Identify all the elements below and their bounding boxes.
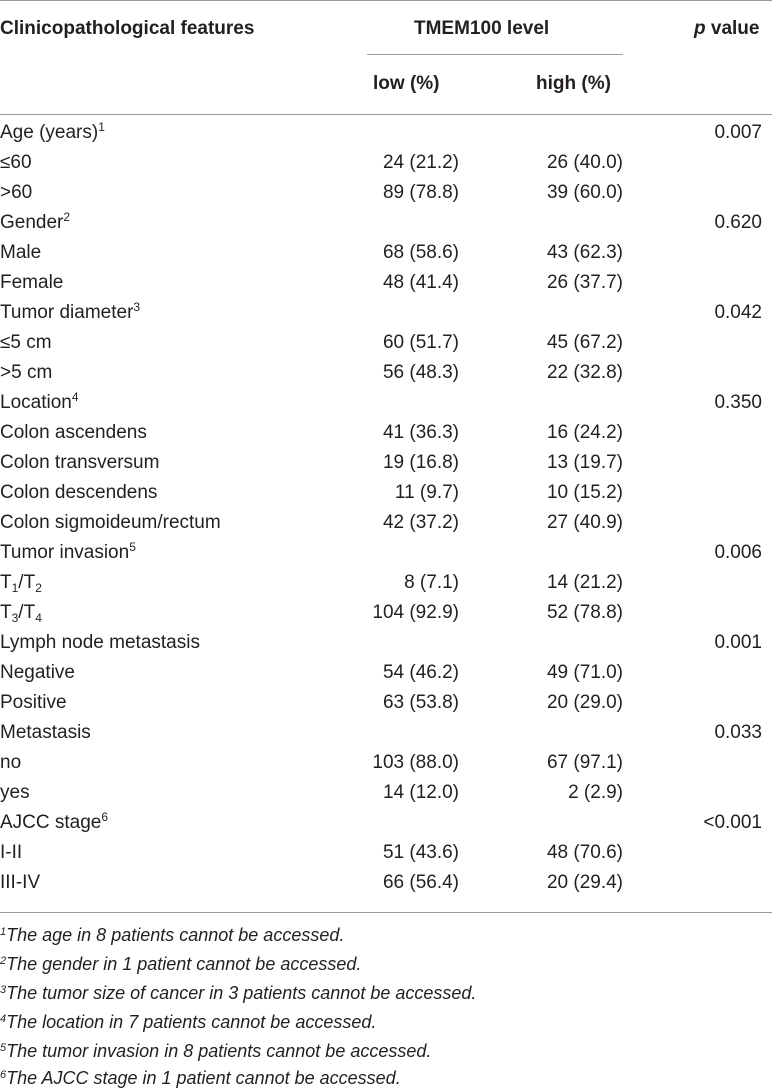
- footnote-number: 1: [0, 926, 7, 938]
- row-label-text: T: [0, 572, 12, 593]
- cell-high: 43 (62.3): [546, 242, 623, 263]
- row-label-text: no: [0, 752, 22, 773]
- cell-low: 11 (9.7): [394, 482, 459, 503]
- cell-low: 41 (36.3): [382, 422, 459, 443]
- table-row: [0, 508, 772, 538]
- row-label: [0, 118, 105, 148]
- table-row: [0, 418, 772, 448]
- footnote-text: The location in 7 patients cannot be accessed.: [6, 1012, 377, 1032]
- cell-low: 89 (78.8): [382, 182, 459, 203]
- table-row: [0, 838, 772, 868]
- table-row: [0, 658, 772, 688]
- table-row: [0, 178, 772, 208]
- row-label: [0, 268, 63, 298]
- cell-high: 2 (2.9): [568, 782, 623, 803]
- row-label-text: III-IV: [0, 872, 41, 893]
- cell-high: 26 (40.0): [546, 152, 623, 173]
- header-p-italic: p: [694, 18, 706, 39]
- cell-low: 14 (12.0): [382, 782, 459, 803]
- table-row: [0, 268, 772, 298]
- cell-low: 42 (37.2): [382, 512, 459, 533]
- cell-low: 24 (21.2): [382, 152, 459, 173]
- cell-high: 14 (21.2): [546, 572, 623, 593]
- row-label-mid: /T: [18, 572, 36, 593]
- cell-high: 13 (19.7): [546, 452, 623, 473]
- footnote-number: 4: [0, 1013, 7, 1025]
- footnote-text: The AJCC stage in 1 patient cannot be accessed.: [6, 1068, 401, 1088]
- row-label-text: Metastasis: [0, 722, 91, 743]
- table-row: [0, 628, 772, 658]
- row-label-text: Colon transversum: [0, 452, 160, 473]
- group-subrule: [367, 54, 623, 55]
- row-label-text: Colon ascendens: [0, 422, 147, 443]
- footnote-text: The gender in 1 patient cannot be accessed.: [6, 954, 362, 974]
- row-label: [0, 628, 200, 658]
- cell-low: 8 (7.1): [404, 572, 459, 593]
- row-label-footnote-ref: 6: [101, 810, 109, 824]
- cell-p-value: <0.001: [703, 812, 762, 833]
- cell-low: 48 (41.4): [382, 272, 459, 293]
- header-low: low (%): [373, 73, 440, 94]
- header-high: high (%): [536, 73, 611, 94]
- cell-p-value: 0.033: [714, 722, 762, 743]
- row-label-subscript: 3: [11, 611, 19, 625]
- footnote: [0, 1040, 431, 1062]
- table-row: [0, 778, 772, 808]
- row-label-text: >5 cm: [0, 362, 53, 383]
- row-label: [0, 328, 52, 358]
- row-label-subscript: 4: [35, 611, 42, 625]
- cell-low: 54 (46.2): [382, 662, 459, 683]
- header-p-value: [694, 18, 759, 40]
- table-row: [0, 118, 772, 148]
- row-label-footnote-ref: 3: [133, 300, 141, 314]
- row-label: [0, 538, 136, 568]
- row-label: [0, 448, 159, 478]
- cell-high: 52 (78.8): [546, 602, 623, 623]
- row-label-text: I-II: [0, 842, 23, 863]
- row-label-footnote-ref: 2: [63, 210, 71, 224]
- table-row: [0, 388, 772, 418]
- row-label: [0, 418, 147, 448]
- cell-high: 39 (60.0): [546, 182, 623, 203]
- row-label-subscript: 2: [35, 581, 42, 595]
- row-label-text: Colon descendens: [0, 482, 158, 503]
- row-label: [0, 568, 42, 598]
- row-label-text: Positive: [0, 692, 67, 713]
- row-label: [0, 838, 22, 868]
- header-bottom-rule: [0, 114, 772, 115]
- header-p-rest: value: [705, 18, 760, 39]
- row-label: [0, 868, 40, 898]
- row-label: [0, 238, 41, 268]
- cell-low: 56 (48.3): [382, 362, 459, 383]
- row-label: [0, 388, 79, 418]
- footnote-text: The tumor invasion in 8 patients cannot be accessed.: [6, 1041, 432, 1061]
- cell-low: 60 (51.7): [382, 332, 459, 353]
- footnote-text: The tumor size of cancer in 3 patients cannot be accessed.: [6, 983, 477, 1003]
- row-label: [0, 298, 140, 328]
- table-row: [0, 808, 772, 838]
- cell-high: 16 (24.2): [546, 422, 623, 443]
- row-label-text: Colon sigmoideum/rectum: [0, 512, 221, 533]
- row-label: [0, 718, 91, 748]
- row-label: [0, 358, 52, 388]
- row-label: [0, 688, 67, 718]
- footnote-text: The age in 8 patients cannot be accessed.: [6, 925, 345, 945]
- row-label-text: Age (years): [0, 122, 99, 143]
- cell-high: 20 (29.0): [546, 692, 623, 713]
- table-row: [0, 238, 772, 268]
- row-label: [0, 598, 42, 628]
- top-rule: [0, 0, 772, 1]
- row-label-text: Tumor diameter: [0, 302, 134, 323]
- row-label: [0, 178, 32, 208]
- cell-p-value: 0.350: [714, 392, 762, 413]
- table-row: [0, 568, 772, 598]
- table-row: [0, 868, 772, 898]
- footnote: [0, 953, 361, 975]
- table-row: [0, 298, 772, 328]
- cell-high: 27 (40.9): [546, 512, 623, 533]
- cell-high: 26 (37.7): [546, 272, 623, 293]
- cell-low: 66 (56.4): [382, 872, 459, 893]
- cell-p-value: 0.620: [714, 212, 762, 233]
- table-row: [0, 328, 772, 358]
- row-label-text: ≤5 cm: [0, 332, 52, 353]
- row-label-footnote-ref: 5: [129, 540, 136, 554]
- footnote-number: 3: [0, 984, 7, 996]
- header-tmem100-level: TMEM100 level: [414, 18, 550, 39]
- cell-low: 51 (43.6): [382, 842, 459, 863]
- row-label: [0, 508, 221, 538]
- cell-p-value: 0.001: [714, 632, 762, 653]
- row-label: [0, 808, 108, 838]
- footnote-number: 5: [0, 1042, 7, 1054]
- cell-high: 67 (97.1): [546, 752, 623, 773]
- row-label: [0, 748, 21, 778]
- cell-low: 103 (88.0): [372, 752, 459, 773]
- cell-low: 63 (53.8): [382, 692, 459, 713]
- row-label-text: Male: [0, 242, 42, 263]
- row-label: [0, 658, 75, 688]
- row-label-text: T: [0, 602, 12, 623]
- cell-high: 20 (29.4): [546, 872, 623, 893]
- row-label-footnote-ref: 1: [98, 120, 105, 134]
- cell-high: 45 (67.2): [546, 332, 623, 353]
- table-row: [0, 598, 772, 628]
- cell-low: 19 (16.8): [382, 452, 459, 473]
- footnote: [0, 1067, 401, 1089]
- row-label: [0, 478, 157, 508]
- row-label-text: Negative: [0, 662, 75, 683]
- cell-low: 104 (92.9): [372, 602, 459, 623]
- row-label-text: ≤60: [0, 152, 32, 173]
- cell-p-value: 0.042: [714, 302, 762, 323]
- table-row: [0, 148, 772, 178]
- row-label-text: Tumor invasion: [0, 542, 130, 563]
- footnote-number: 2: [0, 955, 7, 967]
- header-features: Clinicopathological features: [0, 18, 255, 39]
- row-label-text: AJCC stage: [0, 812, 102, 833]
- table-row: [0, 448, 772, 478]
- footnote: [0, 1011, 376, 1033]
- row-label-subscript: 1: [11, 581, 19, 595]
- row-label-text: >60: [0, 182, 33, 203]
- row-label-footnote-ref: 4: [71, 390, 79, 404]
- row-label-text: Location: [0, 392, 72, 413]
- table-row: [0, 208, 772, 238]
- cell-high: 22 (32.8): [546, 362, 623, 383]
- row-label: [0, 778, 30, 808]
- row-label-text: Lymph node metastasis: [0, 632, 200, 653]
- row-label-text: yes: [0, 782, 30, 803]
- table-row: [0, 538, 772, 568]
- cell-p-value: 0.006: [714, 542, 762, 563]
- row-label-mid: /T: [18, 602, 36, 623]
- table-bottom-rule: [0, 912, 772, 913]
- cell-high: 10 (15.2): [546, 482, 623, 503]
- row-label-text: Gender: [0, 212, 64, 233]
- footnote: [0, 924, 344, 946]
- footnote-number: 6: [0, 1069, 7, 1081]
- cell-high: 49 (71.0): [546, 662, 623, 683]
- footnote: [0, 982, 476, 1004]
- table-row: [0, 688, 772, 718]
- table-row: [0, 478, 772, 508]
- row-label: [0, 148, 32, 178]
- cell-high: 48 (70.6): [546, 842, 623, 863]
- row-label-text: Female: [0, 272, 64, 293]
- cell-p-value: 0.007: [714, 122, 762, 143]
- cell-low: 68 (58.6): [382, 242, 459, 263]
- table-row: [0, 358, 772, 388]
- row-label: [0, 208, 70, 238]
- table-row: [0, 748, 772, 778]
- table-row: [0, 718, 772, 748]
